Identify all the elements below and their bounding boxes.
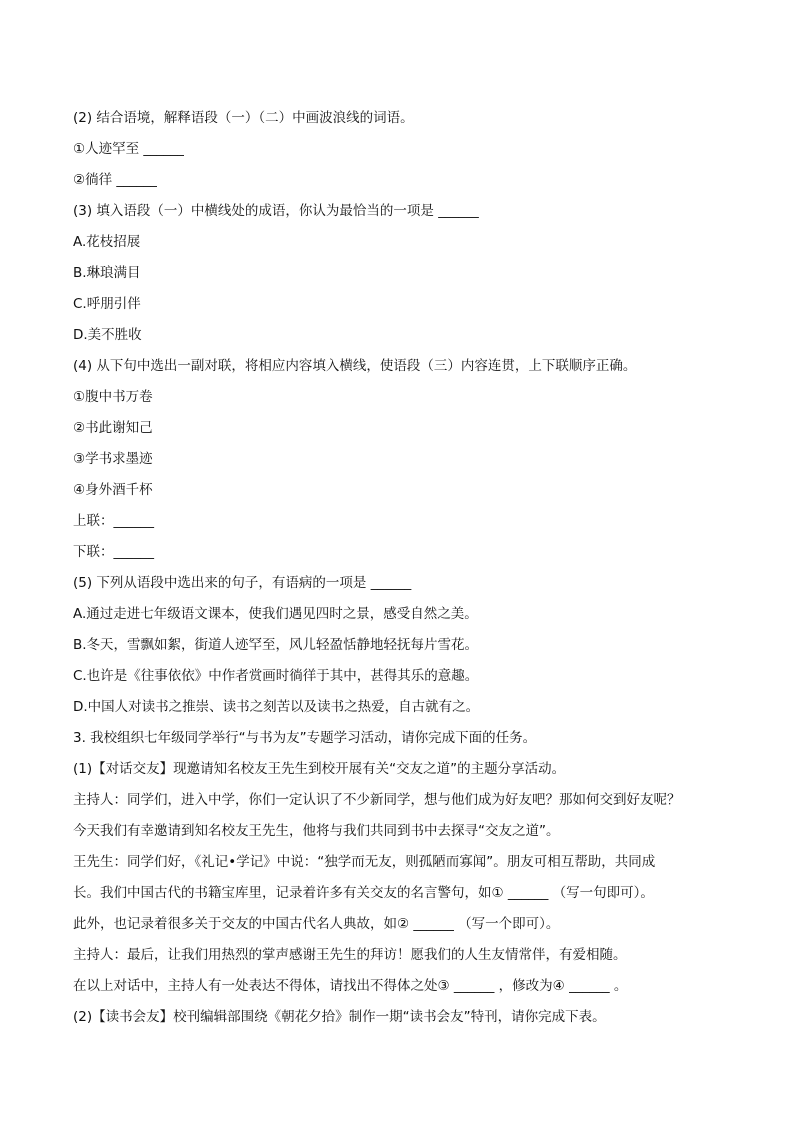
question-4-item-2: ②书此谢知己 <box>73 420 153 436</box>
question-5-option-a: A.通过走进七年级语文课本，使我们遇见四时之景，感受自然之美。 <box>73 606 478 622</box>
question-4-item-1: ①腹中书万卷 <box>73 389 153 405</box>
question-3-option-c: C.呼朋引伴 <box>73 296 141 312</box>
task-1-heading: (1)【对话交友】现邀请知名校友王先生到校开展有关“交友之道”的主题分享活动。 <box>73 761 566 777</box>
lower-couplet-blank: 下联：______ <box>73 544 154 560</box>
question-5-prompt: (5) 下列从语段中选出来的句子，有语病的一项是 ______ <box>73 575 412 591</box>
question-2-item-1: ①人迹罕至 ______ <box>73 141 184 157</box>
question-3-prompt: (3) 填入语段（一）中横线处的成语，你认为最恰当的一项是 ______ <box>73 203 479 219</box>
question-3-option-a: A.花枝招展 <box>73 234 141 250</box>
dialogue-host-1-cont: 今天我们有幸邀请到知名校友王先生，他将与我们共同到书中去探寻“交友之道”。 <box>73 823 560 839</box>
question-5-option-c: C.也许是《往事依依》中作者赏画时徜徉于其中，甚得其乐的意趣。 <box>73 668 479 684</box>
question-2-item-2: ②徜徉 ______ <box>73 172 157 188</box>
dialogue-wang-1-cont: 长。我们中国古代的书籍宝库里，记录着许多有关交友的名言警句，如① ______ （写一句即可）。 <box>73 885 654 901</box>
dialogue-host-1: 主持人：同学们，进入中学，你们一定认识了不少新同学，想与他们成为好友吧？那如何交到好友呢？ <box>73 792 681 808</box>
question-3-option-d: D.美不胜收 <box>73 327 142 343</box>
task-2-heading: (2)【读书会友】校刊编辑部围绕《朝花夕拾》制作一期“读书会友”特刊，请你完成下表。 <box>73 1009 606 1025</box>
dialogue-host-2: 主持人：最后，让我们用热烈的掌声感谢王先生的拜访！愿我们的人生友情常伴，有爱相随。 <box>73 947 627 963</box>
task-1-question: 在以上对话中，主持人有一处表达不得体，请找出不得体之处③ ______ ，修改为④ ______ 。 <box>73 978 628 994</box>
question-5-option-b: B.冬天，雪飘如絮，街道人迹罕至，风儿轻盈恬静地轻抚每片雪花。 <box>73 637 479 653</box>
section-3-intro: 3. 我校组织七年级同学举行“与书为友”专题学习活动，请你完成下面的任务。 <box>73 730 537 746</box>
dialogue-wang-1-cont-2: 此外，也记录着很多关于交友的中国古代名人典故，如② ______ （写一个即可）。 <box>73 916 560 932</box>
question-4-item-4: ④身外酒千杯 <box>73 482 153 498</box>
question-3-option-b: B.琳琅满目 <box>73 265 141 281</box>
dialogue-wang-1: 王先生：同学们好，《礼记•学记》中说：“独学而无友，则孤陋而寡闻”。朋友可相互帮助，共同成 <box>73 854 656 870</box>
upper-couplet-blank: 上联：______ <box>73 513 154 529</box>
question-4-item-3: ③学书求墨迹 <box>73 451 153 467</box>
question-2-prompt: (2) 结合语境，解释语段（一）（二）中画波浪线的词语。 <box>73 110 414 126</box>
question-4-prompt: (4) 从下句中选出一副对联，将相应内容填入横线，使语段（三）内容连贯，上下联顺序正确。 <box>73 358 637 374</box>
question-5-option-d: D.中国人对读书之推崇、读书之刻苦以及读书之热爱，自古就有之。 <box>73 699 480 715</box>
